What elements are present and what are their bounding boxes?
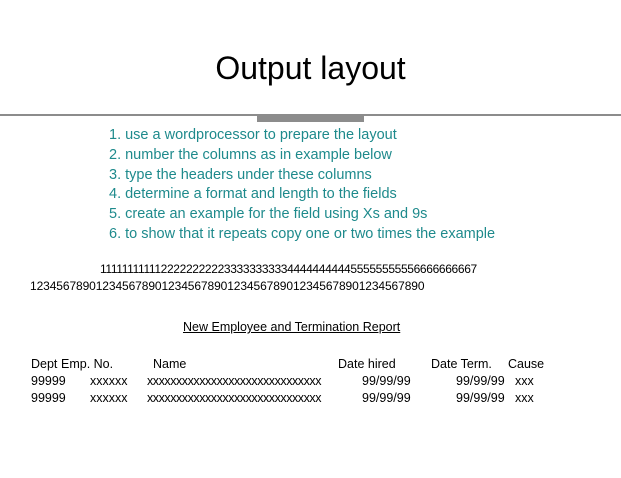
- title-divider-tab: [257, 116, 364, 122]
- row-1-dept: 99999: [31, 374, 66, 388]
- step-item: 3. type the headers under these columns: [109, 166, 372, 183]
- report-title: New Employee and Termination Report: [183, 320, 401, 334]
- step-item: 2. number the columns as in example below: [109, 146, 392, 163]
- step-item: 6. to show that it repeats copy one or two times the example: [109, 225, 496, 242]
- row-2-date-hired: 99/99/99: [362, 391, 411, 405]
- row-1-cause: xxx: [515, 374, 534, 388]
- header-name: Name: [153, 357, 187, 371]
- header-dept: Dept: [31, 357, 58, 371]
- header-date-term: Date Term.: [431, 357, 492, 371]
- row-1-emp-no: xxxxxx: [90, 374, 128, 388]
- step-item: 4. determine a format and length to the fields: [109, 186, 397, 203]
- column-ruler-units: 123456789012345678901234567890123456789012345678901234567890: [30, 279, 425, 293]
- column-ruler-tens: 1111111111122222222223333333333444444444455555555556666666667: [100, 262, 477, 276]
- row-2-dept: 99999: [31, 391, 66, 405]
- header-cause: Cause: [508, 357, 545, 371]
- row-1-name: xxxxxxxxxxxxxxxxxxxxxxxxxxxxxx: [147, 374, 322, 388]
- row-1-date-term: 99/99/99: [456, 374, 505, 388]
- row-1-date-hired: 99/99/99: [362, 374, 411, 388]
- step-item: 1. use a wordprocessor to prepare the layout: [109, 127, 397, 143]
- header-emp-no: Emp. No.: [61, 357, 114, 371]
- slide-title: Output layout: [215, 50, 406, 86]
- row-2-date-term: 99/99/99: [456, 391, 505, 405]
- step-item: 5. create an example for the field using Xs and 9s: [109, 206, 428, 223]
- row-2-emp-no: xxxxxx: [90, 391, 128, 405]
- steps-list: [109, 126, 495, 245]
- row-2-cause: xxx: [515, 391, 534, 405]
- header-date-hired: Date hired: [338, 357, 396, 371]
- row-2-name: xxxxxxxxxxxxxxxxxxxxxxxxxxxxxx: [147, 391, 322, 405]
